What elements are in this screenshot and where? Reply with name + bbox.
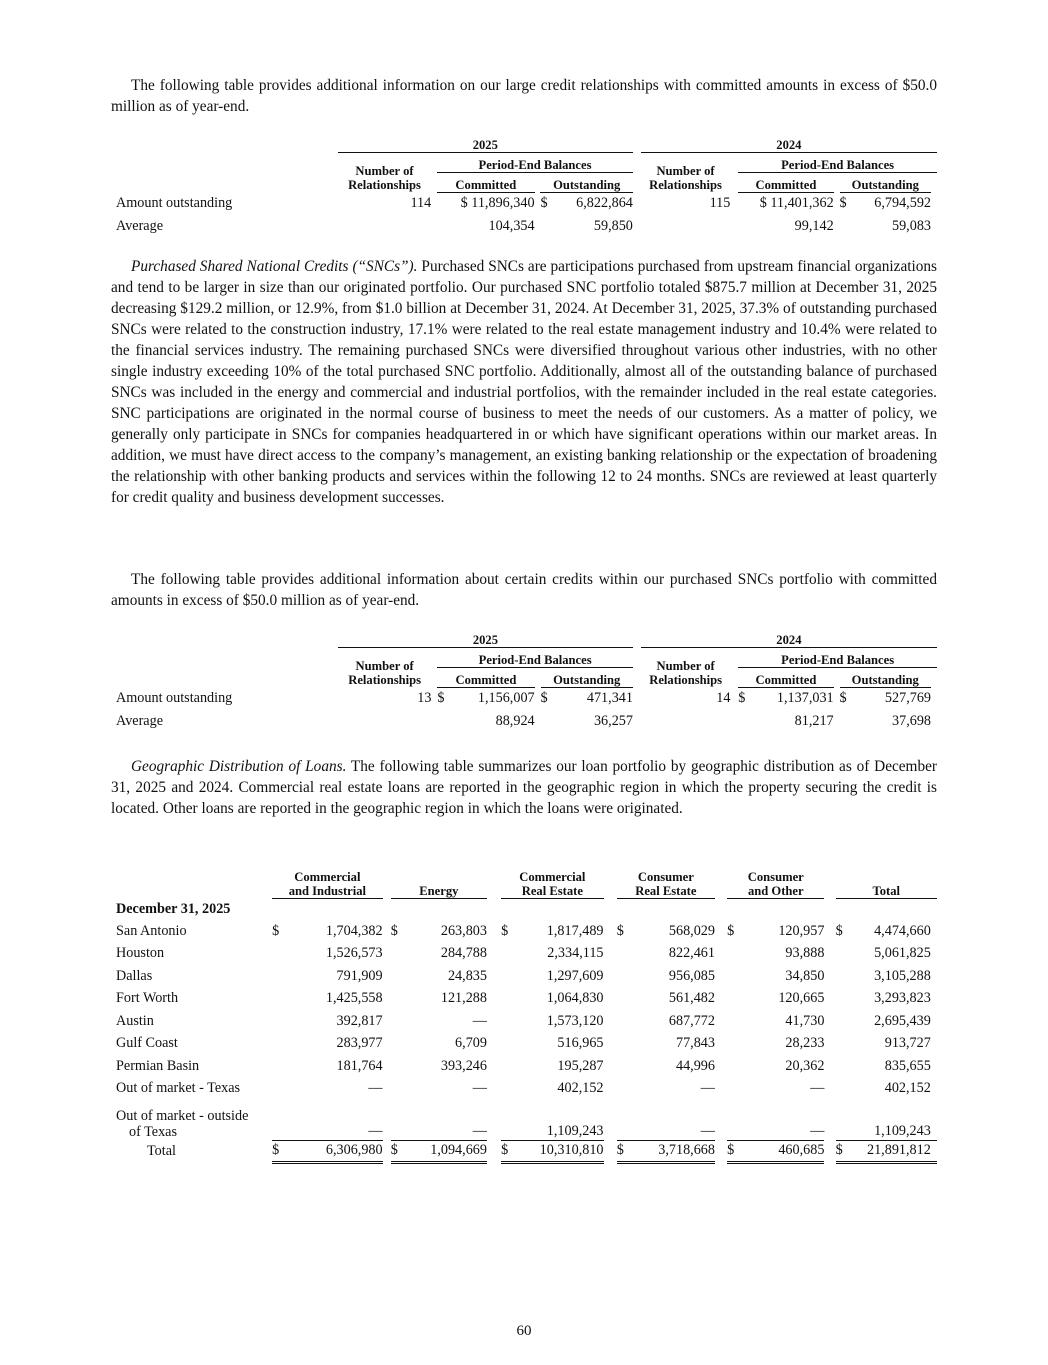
table-row (111, 920, 937, 943)
committed-value: 99,142 (794, 218, 834, 234)
geo-table (111, 866, 937, 1164)
table-row (111, 1033, 937, 1056)
consumer-re-value: 822,461 (668, 945, 715, 962)
total-value: 3,293,823 (874, 990, 931, 1007)
energy-header: Energy (391, 866, 487, 898)
total-row (111, 1140, 937, 1163)
total-value: 402,152 (884, 1080, 931, 1097)
row-label: Average (116, 218, 163, 234)
committed-header: Committed (738, 172, 834, 192)
number-of-header: Number of (656, 164, 715, 178)
consumer-other-value: 93,888 (785, 945, 825, 962)
consumer-re-header: Consumer Real Estate (617, 866, 715, 898)
year-header-2024: 2024 (641, 625, 937, 647)
dollar-sign: $ (540, 690, 548, 707)
relationships-count: 14 (716, 690, 731, 706)
dollar-sign: $ (738, 690, 746, 707)
committed-header: Committed (437, 172, 534, 192)
cre-value: 1,573,120 (546, 1012, 604, 1029)
committed-header: Committed (437, 667, 534, 687)
cre-value: 1,064,830 (546, 990, 604, 1007)
energy-value: — (472, 1122, 487, 1139)
period-end-balances-header: Period-End Balances (738, 152, 937, 172)
consumer-other-value: 34,850 (785, 967, 825, 984)
outstanding-value: 36,257 (593, 713, 633, 729)
year-header-2024: 2024 (641, 130, 937, 152)
number-of-header: Number of (656, 659, 715, 673)
outstanding-header: Outstanding (840, 172, 931, 192)
committed-value: $ 11,401,362 (759, 195, 834, 212)
relationships-count (338, 710, 432, 733)
total-header: Total (836, 866, 937, 898)
committed-value: 1,156,007 (477, 690, 535, 707)
row-label: Average (116, 713, 163, 729)
committed-value: 1,137,031 (776, 690, 834, 707)
dollar-sign: $ (390, 922, 398, 939)
relationships-header: Relationships (649, 673, 723, 687)
dollar-sign: $ (540, 195, 548, 212)
consumer-re-value: — (700, 1080, 715, 1097)
consumer-re-value: 561,482 (668, 990, 715, 1007)
total-value: 4,474,660 (874, 922, 931, 939)
committed-value: 104,354 (488, 218, 535, 234)
total-value: 913,727 (884, 1035, 931, 1052)
row-label: San Antonio (116, 922, 187, 939)
energy-value: 6,709 (455, 1035, 487, 1052)
year-header-2025: 2025 (338, 625, 633, 647)
committed-header: Committed (738, 667, 833, 687)
relationships-count: 115 (709, 195, 731, 211)
consumer-other-value: 120,665 (778, 990, 825, 1007)
relationships-header: Relationships (348, 178, 421, 192)
table-row (111, 710, 937, 733)
ci-value: 181,764 (336, 1057, 383, 1074)
total-value: 3,105,288 (874, 967, 931, 984)
number-of-header: Number of (355, 164, 414, 178)
table-row (111, 943, 937, 966)
consumer-other-value: 20,362 (785, 1057, 825, 1074)
ci-value: 1,526,573 (325, 945, 383, 962)
row-label: Total (147, 1142, 176, 1159)
consumer-other-value: 41,730 (785, 1012, 825, 1029)
consumer-re-value: — (700, 1122, 715, 1139)
ci-header: Commercial and Industrial (272, 866, 382, 898)
row-label: Amount outstanding (116, 195, 233, 211)
period-end-balances-header: Period-End Balances (437, 152, 633, 172)
total-value: 5,061,825 (874, 945, 931, 962)
cre-value: 1,297,609 (546, 967, 604, 984)
table-row (111, 192, 937, 215)
dollar-sign: $ (727, 922, 735, 939)
dollar-sign: $ (501, 1140, 515, 1163)
outstanding-header: Outstanding (541, 667, 633, 687)
outstanding-value: 59,083 (891, 218, 931, 234)
consumer-re-value: 568,029 (668, 922, 715, 939)
row-label: Austin (116, 1012, 154, 1029)
dollar-sign: $ (839, 690, 847, 707)
energy-value: 284,788 (440, 945, 487, 962)
ci-value: 1,704,382 (325, 922, 383, 939)
consumer-other-value: 460,685 (741, 1140, 824, 1163)
relationships-count: 114 (410, 195, 432, 211)
intro-paragraph-1: The following table provides additional information on our large credit relationships with committed amounts in excess of $50.0 million as of year-end. (111, 77, 937, 115)
table-row (111, 1010, 937, 1033)
cre-value: 10,310,810 (515, 1140, 603, 1163)
dollar-sign: $ (617, 1140, 631, 1163)
period-end-balances-header: Period-End Balances (437, 647, 633, 667)
geo-body: The following table summarizes our loan portfolio by geographic distribution as of December 31, 2025 and 2024. Commercial real estate loans are reported in the geographic region in which the property securing the credit is located. Other loans are reported in the geographic region in which the loans were originated. (111, 758, 937, 817)
relationships-header: Relationships (649, 178, 722, 192)
committed-value: 88,924 (495, 713, 535, 729)
dollar-sign: $ (839, 195, 847, 212)
table-row (111, 988, 937, 1011)
row-label: Amount outstanding (116, 690, 233, 706)
page-number: 60 (516, 1323, 532, 1339)
table-row (111, 1078, 937, 1101)
cre-header: Commercial Real Estate (501, 866, 603, 898)
table-row (111, 1055, 937, 1078)
geo-paragraph (111, 756, 937, 819)
ci-value: 791,909 (336, 967, 383, 984)
dollar-sign: $ (836, 1140, 850, 1163)
table-row (111, 1100, 937, 1140)
energy-value: 24,835 (447, 967, 487, 984)
relationships-count (641, 215, 731, 238)
outstanding-value: 6,822,864 (576, 195, 633, 212)
intro-paragraph-2: The following table provides additional information about certain credits within our purchased SNCs portfolio with committed amounts in excess of $50.0 million as of year-end. (111, 571, 937, 609)
row-label: Permian Basin (116, 1057, 200, 1074)
row-label: Out of market - outside of Texas (116, 1108, 249, 1140)
dollar-sign: $ (727, 1140, 741, 1163)
snc-heading: Purchased Shared National Credits (“SNCs”). (131, 258, 418, 275)
outstanding-header: Outstanding (840, 667, 932, 687)
energy-value: 121,288 (440, 990, 487, 1007)
outstanding-value: 527,769 (884, 690, 932, 707)
consumer-other-value: — (810, 1122, 825, 1139)
consumer-re-value: 77,843 (675, 1035, 715, 1052)
snc-paragraph (111, 256, 937, 508)
consumer-re-value: 44,996 (675, 1057, 715, 1074)
outstanding-value: 59,850 (593, 218, 633, 234)
ci-value: — (368, 1122, 383, 1139)
geo-heading: Geographic Distribution of Loans. (131, 758, 347, 775)
row-label: Houston (116, 945, 165, 962)
section-title: December 31, 2025 (116, 900, 231, 917)
cre-value: 2,334,115 (547, 945, 604, 962)
cre-value: 195,287 (557, 1057, 604, 1074)
large-credit-table (111, 130, 937, 238)
snc-table (111, 625, 937, 733)
energy-value: 393,246 (440, 1057, 487, 1074)
relationships-count (338, 215, 432, 238)
year-header-2025: 2025 (338, 130, 633, 152)
committed-value: 81,217 (794, 713, 834, 729)
cre-value: 402,152 (557, 1080, 604, 1097)
outstanding-value: 471,341 (586, 690, 633, 707)
dollar-sign: $ (501, 922, 509, 939)
row-label: Gulf Coast (116, 1035, 178, 1052)
consumer-re-value: 3,718,668 (631, 1140, 715, 1163)
dollar-sign: $ (272, 922, 280, 939)
outstanding-value: 6,794,592 (874, 195, 931, 212)
relationships-header: Relationships (348, 673, 422, 687)
ci-value: 6,306,980 (286, 1140, 382, 1163)
row-label: Dallas (116, 967, 153, 984)
cre-value: 1,109,243 (546, 1122, 604, 1139)
ci-value: 392,817 (336, 1012, 383, 1029)
total-value: 835,655 (884, 1057, 931, 1074)
total-value: 21,891,812 (850, 1140, 931, 1163)
row-label: Fort Worth (116, 990, 179, 1007)
cre-value: 1,817,489 (546, 922, 604, 939)
energy-value: 263,803 (440, 922, 487, 939)
consumer-re-value: 956,085 (668, 967, 715, 984)
ci-value: 283,977 (336, 1035, 383, 1052)
dollar-sign: $ (616, 922, 624, 939)
consumer-other-header: Consumer and Other (727, 866, 824, 898)
consumer-other-value: 120,957 (778, 922, 825, 939)
energy-value: 1,094,669 (405, 1140, 487, 1163)
total-value: 1,109,243 (874, 1122, 931, 1139)
dollar-sign: $ (272, 1140, 286, 1163)
energy-value: — (472, 1080, 487, 1097)
ci-value: — (368, 1080, 383, 1097)
dollar-sign: $ (835, 922, 843, 939)
period-end-balances-header: Period-End Balances (738, 647, 937, 667)
total-value: 2,695,439 (874, 1012, 931, 1029)
outstanding-value: 37,698 (892, 713, 932, 729)
dollar-sign: $ (391, 1140, 405, 1163)
outstanding-header: Outstanding (540, 172, 632, 192)
cre-value: 516,965 (557, 1035, 604, 1052)
relationships-count (641, 710, 731, 733)
table-row (111, 215, 937, 238)
ci-value: 1,425,558 (325, 990, 383, 1007)
energy-value: — (472, 1012, 487, 1029)
snc-body: Purchased SNCs are participations purchased from upstream financial organizations and tend to be larger in size than our originated portfolio. Our purchased SNC portfolio totaled $875.7 million at December 31, 2025 decreasing $129.2 million, or 12.9%, from $1.0 billion at December 31, 2024. At December 31, 2025, 37.3% of outstanding purchased SNCs were related to the construction industry, 17.1% were related to the real estate management industry and 10.4% were related to the financial services industry. The remaining purchased SNCs were diversified throughout various other industries, with no other single industry exceeding 10% of the total purchased SNC portfolio. Additionally, almost all of the outstanding balance of purchased SNCs was included in the energy and commercial and industrial portfolios, with the remainder included in the real estate categories. SNC participations are originated in the normal course of business to meet the needs of our customers. As a matter of policy, we generally only participate in SNCs for companies headquartered in or which have significant operations within our market areas. In addition, we must have direct access to the company’s management, an existing banking relationship or the expectation of broadening the relationship with other banking products and services within the following 12 to 24 months. SNCs are reviewed at least quarterly for credit quality and business development successes. (111, 258, 937, 506)
relationships-count: 13 (417, 690, 432, 706)
row-label: Out of market - Texas (116, 1080, 241, 1097)
table-row (111, 687, 937, 710)
number-of-header: Number of (355, 659, 414, 673)
dollar-sign: $ (437, 690, 445, 707)
committed-value: $ 11,896,340 (460, 195, 535, 212)
table-row (111, 965, 937, 988)
consumer-other-value: 28,233 (785, 1035, 825, 1052)
consumer-other-value: — (810, 1080, 825, 1097)
consumer-re-value: 687,772 (668, 1012, 715, 1029)
